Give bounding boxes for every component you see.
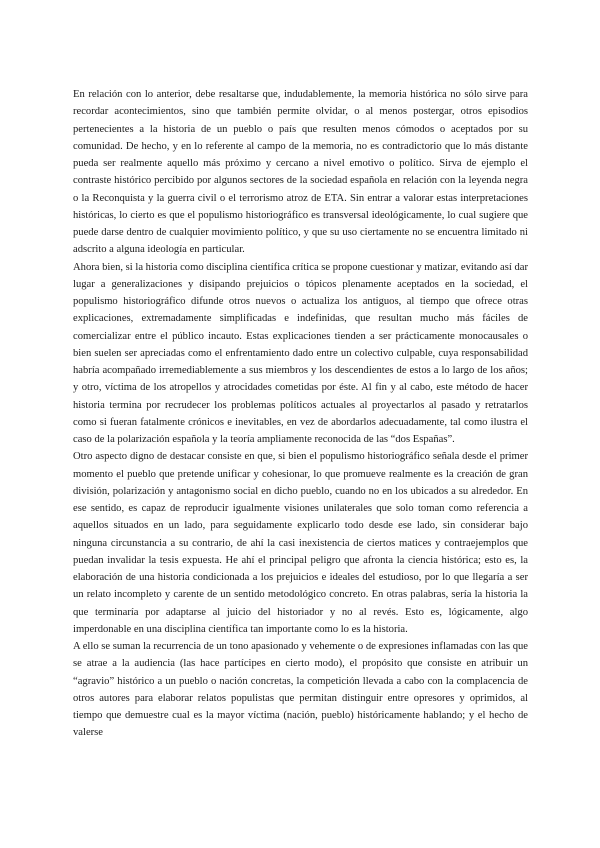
body-text: [73, 86, 528, 742]
paragraph-tono-apasionado: A ello se suman la recurrencia de un tono apasionado y vehemente o de expresiones inflamadas con las que se atrae a la audiencia (las hace partícipes en cierto modo), el propósito que consiste en atribuir un “agravio” histórico a un pueblo o nación concretas, la competición llevada a cabo con la complacencia de otros autores para elaborar relatos populistas que permitan distinguir entre opresores y oprimidos, al tiempo que demuestre cual es la mayor víctima (nación, pueblo) históricamente hablando; y el hecho de valerse: [73, 641, 528, 739]
paragraph-historia-disciplina: Ahora bien, si la historia como disciplina científica crítica se propone cuestionar y matizar, evitando así dar lugar a generalizaciones y disipando prejuicios o tópicos plenamente aceptados en la sociedad, el populismo historiográfico difunde otros nuevos o actualiza los antiguos, al tiempo que ofrece otras explicaciones, extremadamente simplificadas e indefinidas, que resultan mucho más fáciles de comercializar entre el público incauto. Estas explicaciones tienden a ser prácticamente monocausales o bien suelen ser apreciadas como el enfrentamiento dado entre un colectivo culpable, cuya responsabilidad habría acompañado irremediablemente a sus miembros y los descendientes de estos a lo largo de los años; y otro, víctima de los atropellos y atrocidades cometidas por éste. Al fin y al cabo, este método de hacer historia termina por recrudecer los problemas políticos actuales al proyectarlos al pasado y retratarlos como si fueran fatalmente crónicos e inevitables, en vez de abordarlos adecuadamente, tal como ilustra el caso de la polarización española y la teoría ampliamente reconocida de las “dos Españas”.: [73, 261, 528, 445]
paragraph-otro-aspecto: Otro aspecto digno de destacar consiste en que, si bien el populismo historiográfico señala desde el primer momento el pueblo que pretende unificar y cohesionar, lo que promueve realmente es la creación de gran división, polarización y antagonismo social en dicho pueblo, cuando no en los ubicados a su alrededor. En ese sentido, es capaz de reproducir igualmente visiones unilaterales que solo toman como referencia a aquellos situados en un lado, para seguidamente explicarlo todo desde ese lado, sin considerar bajo ninguna circunstancia a su contrario, de ahí la casi inexistencia de ciertos matices y contraejemplos que puedan invalidar la tesis expuesta. He ahí el principal peligro que afronta la ciencia histórica; esto es, la elaboración de una historia condicionada a los prejuicios e ideales del estudioso, por lo que llegaría a ser un relato incompleto y carente de un sentido metodológico concreto. En otras palabras, sería la historia la que terminaría por adaptarse al juicio del historiador y no al revés. Esto es, lógicamente, algo imperdonable en una disciplina científica tan importante como lo es la historia.: [73, 451, 528, 635]
paragraph-memoria-historica: En relación con lo anterior, debe resaltarse que, indudablemente, la memoria histórica no sólo sirve para recordar acontecimientos, sino que también permite olvidar, o al menos postergar, otros episodios pertenecientes a la historia de un pueblo o país que resulten menos cómodos o aceptados por su comunidad. De hecho, y en lo referente al campo de la memoria, no es contradictorio que lo más distante pueda ser realmente aquello más próximo y cercano a nivel emotivo o político. Sirva de ejemplo el contraste histórico percibido por algunos sectores de la sociedad española en relación con la leyenda negra o la Reconquista y la guerra civil o el terrorismo atroz de ETA. Sin entrar a valorar estas interpretaciones históricas, lo cierto es que el populismo historiográfico es transversal ideológicamente, lo cual sugiere que puede darse dentro de cualquier movimiento político, y que su uso ciertamente no se encuentra limitado ni adscrito a alguna ideología en particular.: [73, 89, 528, 256]
